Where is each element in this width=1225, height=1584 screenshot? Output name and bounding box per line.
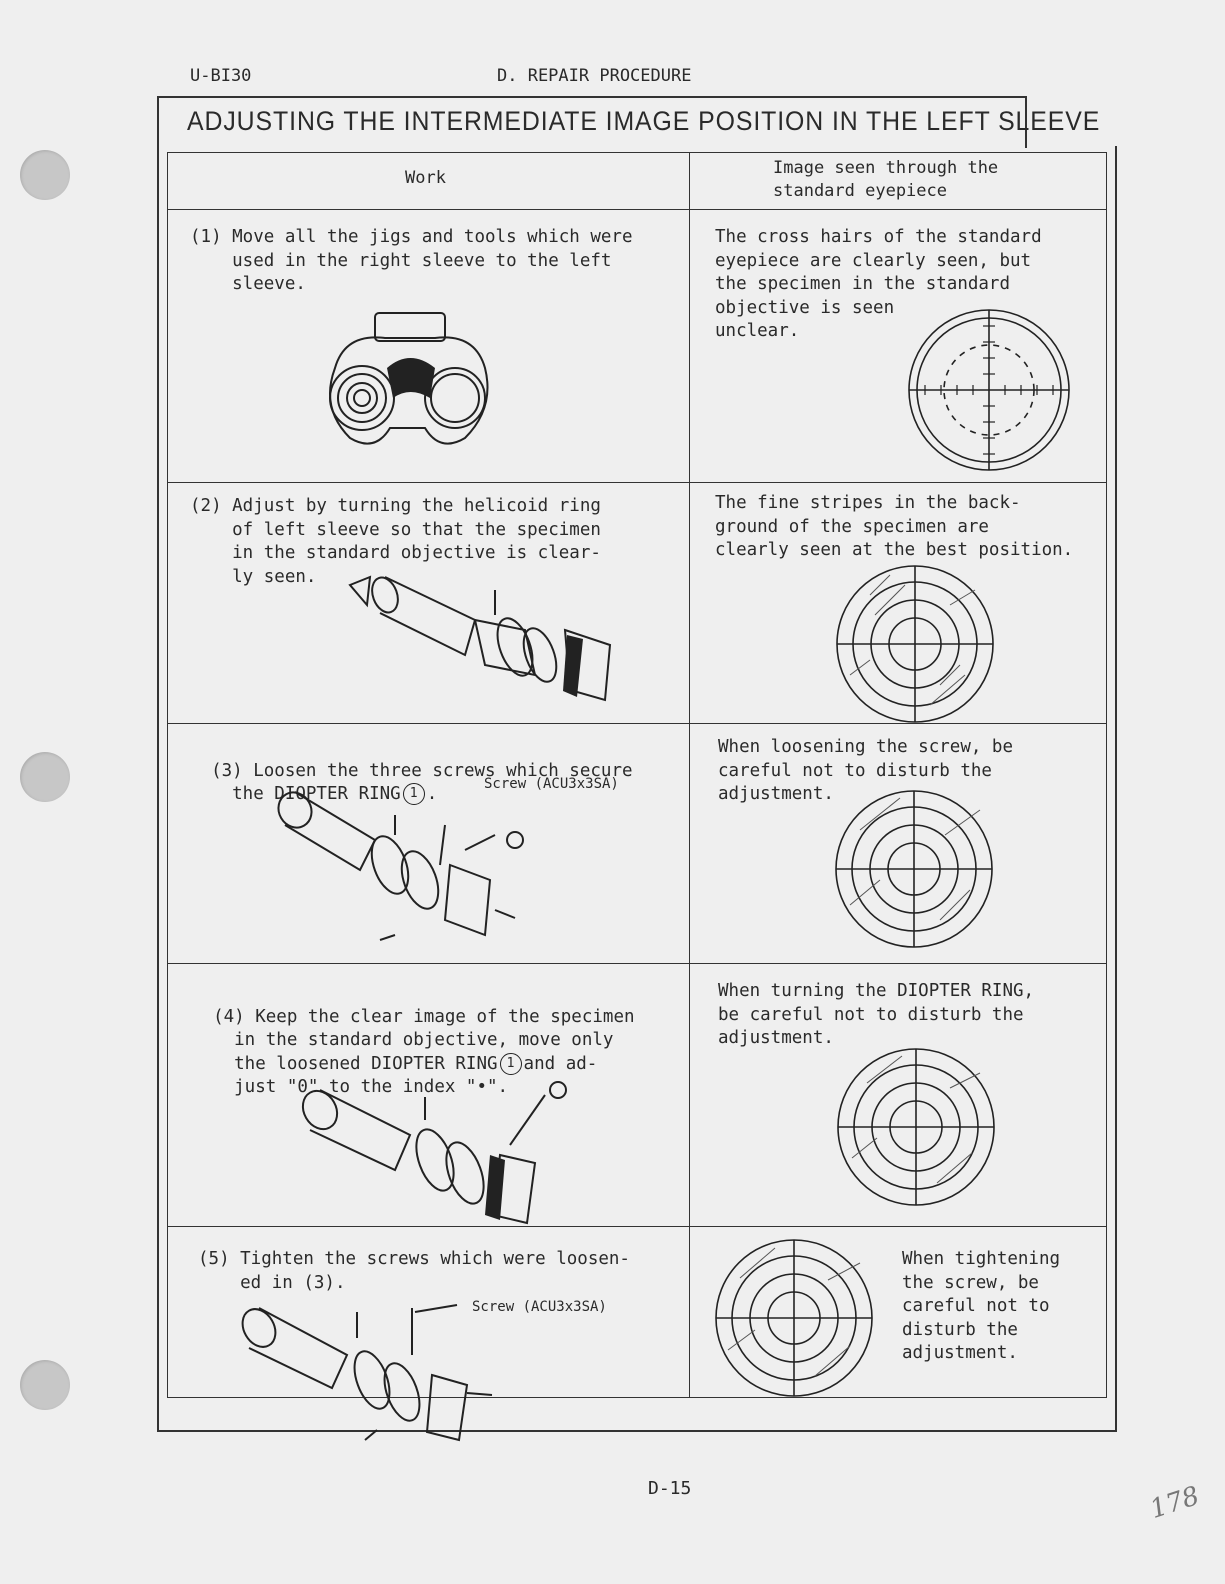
step-4-work-last: just "0" to the index "•". [192,1077,509,1097]
step-2-result: The fine stripes in the back- ground of the specimen are clearly seen at the best position. [715,493,1074,560]
binder-hole-top [20,150,70,200]
section-heading: D. REPAIR PROCEDURE [497,66,692,86]
left-sleeve-helicoid-illustration [345,575,620,715]
step-5-screw-label: Screw (ACU3x3SA) [472,1299,607,1315]
column-header-image [773,157,998,203]
step-2-reticle-illustration [830,565,1000,723]
diopter-ring-screws-illustration [265,790,540,950]
binder-hole-middle [20,752,70,802]
tighten-screws-illustration [237,1300,512,1450]
model-code: U-BI30 [190,66,252,86]
table-header-divider [168,209,1106,210]
binder-hole-bottom [20,1360,70,1410]
step-3-work-text: (3) Loosen the three screws which secure the DIOPTER RING [211,760,633,804]
diopter-ring-adjust-illustration [295,1075,580,1230]
row-divider [168,963,1106,964]
step-3-result: When loosening the screw, be careful not to disturb the adjustment. [718,737,1014,804]
step-4-work-text: (4) Keep the clear image of the specimen in the standard objective, move only the loosened DIOPTER RING [213,1006,635,1074]
step-5-reticle-illustration [710,1238,878,1398]
step-3-screw-label: Screw (ACU3x3SA) [484,776,619,792]
page-title: ADJUSTING THE INTERMEDIATE IMAGE POSITION IN THE LEFT SLEEVE [187,106,1101,136]
step-1-reticle-illustration [905,306,1073,474]
column-divider [689,153,690,1397]
title-box [157,96,1101,148]
row-divider [168,723,1106,724]
step-1-work: (1) Move all the jigs and tools which were used in the right sleeve to the left sleeve. [190,227,633,294]
row-divider [168,482,1106,483]
sleeve-assembly-top-view-illustration [315,308,500,453]
column-header-work: Work [405,168,446,188]
step-3-work-suffix: . [426,784,438,804]
column-header-image-line2: standard eyepiece [773,181,947,201]
step-3-reticle-illustration [830,790,998,948]
page-number: D-15 [648,1478,692,1499]
step-5-work: (5) Tighten the screws which were loosen- ed in (3). [198,1249,630,1293]
step-2-work: (2) Adjust by turning the helicoid ring of left sleeve so that the specimen in the standard objective is clear- ly seen. [190,496,601,587]
step-1-result: The cross hairs of the standard eyepiece are clearly seen, but the specimen in the standard objective is seen unclear. [715,227,1042,341]
column-header-image-line1: Image seen through the [773,158,999,178]
step-4-work-cont: and ad- [523,1053,598,1074]
handwritten-page-mark: 178 [1146,1481,1204,1525]
step-4-result: When turning the DIOPTER RING, be careful not to disturb the adjustment. [718,981,1035,1048]
step-5-result: When tightening the screw, be careful not to disturb the adjustment. [902,1249,1061,1363]
callout-diopter-ring: 1 [500,1053,522,1075]
callout-diopter-ring: 1 [403,783,425,805]
step-4-reticle-illustration [832,1048,1000,1206]
